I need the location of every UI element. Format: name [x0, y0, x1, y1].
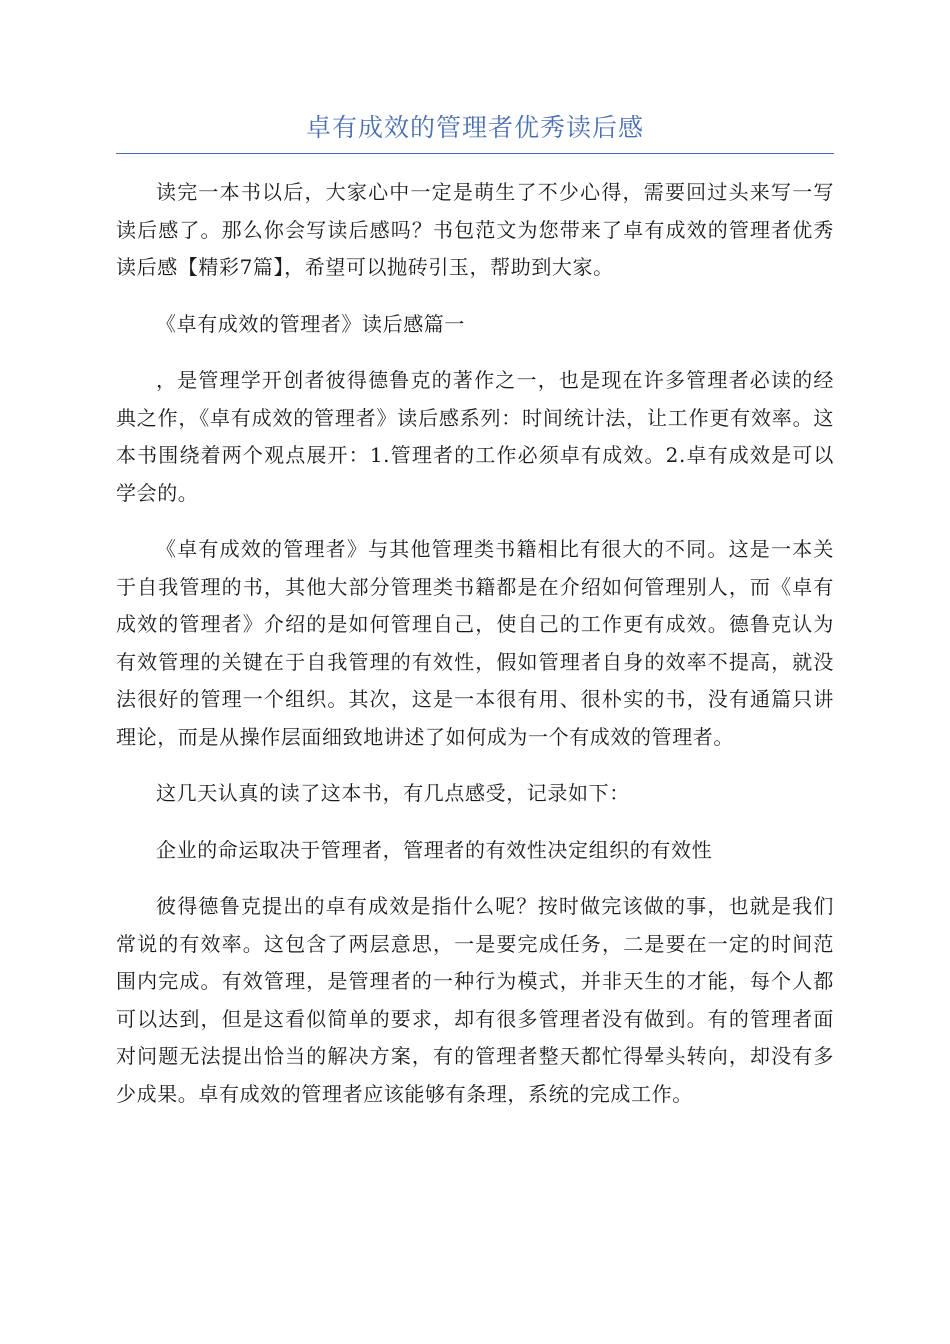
document-body — [116, 174, 834, 1132]
paragraph-intro: 读完一本书以后，大家心中一定是萌生了不少心得，需要回过头来写一写读后感了。那么你会写读后感吗？书包范文为您带来了卓有成效的管理者优秀读后感【精彩7篇】，希望可以抛砖引玉，帮助到大家。 — [116, 180, 834, 279]
page-title: 卓有成效的管理者优秀读后感 — [305, 113, 644, 142]
paragraph-effectiveness: 彼得德鲁克提出的卓有成效是指什么呢？按时做完该做的事，也就是我们常说的有效率。这包含了两层意思，一是要完成任务，二是要在一定的时间范围内完成。有效管理，是管理者的一种行为模式，并非天生的才能，每个人都可以达到，但是这看似简单的要求，却有很多管理者没有做到。有的管理者面对问题无法提出恰当的解决方案，有的管理者整天都忙得晕头转向，却没有多少成果。卓有成效的管理者应该能够有条理，系统的完成工作。 — [116, 894, 834, 1106]
paragraph-subheading: 企业的命运取决于管理者，管理者的有效性决定组织的有效性 — [156, 837, 713, 862]
section-heading: 《卓有成效的管理者》读后感篇一 — [156, 311, 465, 336]
paragraph-feelings-lead: 这几天认真的读了这本书，有几点感受，记录如下： — [156, 781, 630, 805]
paragraph-book-intro: ，是管理学开创者彼得德鲁克的著作之一，也是现在许多管理者必读的经典之作，《卓有成效的管理者》读后感系列：时间统计法，让工作更有效率。这本书围绕着两个观点展开：1.管理者的工作必须卓有成效。2.卓有成效是可以学会的。 — [116, 368, 834, 505]
paragraph-comparison: 《卓有成效的管理者》与其他管理类书籍相比有很大的不同。这是一本关于自我管理的书，其他大部分管理类书籍都是在介绍如何管理别人，而《卓有成效的管理者》介绍的是如何管理自己，使自己的工作更有成效。德鲁克认为有效管理的关键在于自我管理的有效性，假如管理者自身的效率不提高，就没法很好的管理一个组织。其次，这是一本很有用、很朴实的书，没有通篇只讲理论，而是从操作层面细致地讲述了如何成为一个有成效的管理者。 — [116, 537, 834, 749]
title-block — [116, 108, 834, 156]
title-underline — [116, 153, 834, 154]
